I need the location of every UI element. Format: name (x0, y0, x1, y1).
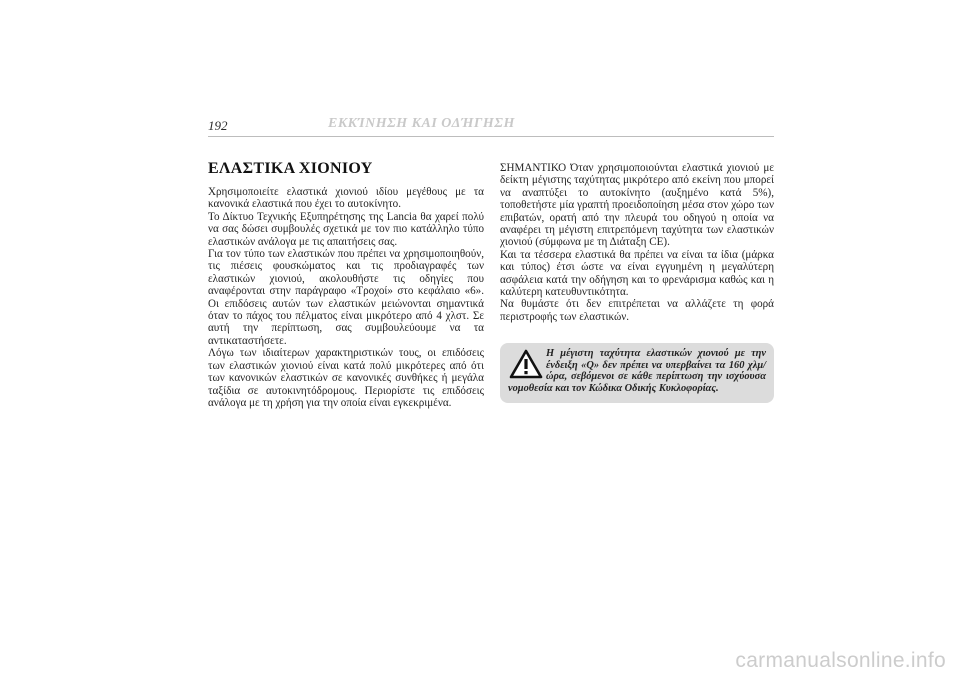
header-divider (208, 136, 774, 137)
section-title: ΕΛΑΣΤΙΚΑ ΧΙΟΝΙΟΥ (208, 160, 373, 177)
chapter-title: ΕΚΚΊΝΗΣΗ ΚΑΙ ΟΔΉΓΗΣΗ (328, 116, 515, 131)
paragraph: Για τον τύπο των ελαστικών που πρέπει να χρησιμοποιηθούν, τις πιέσεις φουσκώματος και τις προδιαγραφές των ελαστικών χιονιού, ακολουθήστε τις οδηγίες που αναφέρονται στην παράγραφο «Τροχοί» στο κεφάλαιο «6». Οι επιδόσεις αυτών των ελαστικών μειώνονται σημαντικά όταν το πάχος του πέλματος είναι μικρότερο από 4 χλστ. Σε αυτή την περίπτωση, σας συμβουλεύουμε να τα αντικαταστήσετε. (208, 248, 484, 347)
paragraph: Να θυμάστε ότι δεν επιτρέπεται να αλλάζετε τη φορά περιστροφής των ελαστικών. (500, 298, 774, 323)
paragraph: Το Δίκτυο Τεχνικής Εξυπηρέτησης της Lancia θα χαρεί πολύ να σας δώσει συμβουλές σχετικά με τον πιο κατάλληλο τύπο ελαστικών ανάλογα με τις απαιτήσεις σας. (208, 210, 484, 248)
warning-text: Η μέγιστη ταχύτητα ελαστικών χιονιού με την ένδειξη «Q» δεν πρέπει να υπερβαίνει τα 160 χλμ/ώρα, σεβόμενοι σε κάθε περίπτωση την ισχύουσα νομοθεσία και τον Κώδικα Οδικής Κυκλοφορίας. (508, 348, 766, 394)
watermark: carmanualsonline.info (735, 649, 946, 672)
paragraph: ΣΗΜΑΝΤΙΚΟ Όταν χρησιμοποιούνται ελαστικά χιονιού με δείκτη μέγιστης ταχύτητας μικρότερο από εκείνη που μπορεί να αναπτύξει το αυτοκίνητο (αυξημένο κατά 5%), τοποθετήστε μία γραπτή προειδοποίηση μέσα στον χώρο των επιβατών, ορατή από την πλευρά του οδηγού η οποία να αναφέρει τη μέγιστη επιτρεπόμενη ταχύτητα των ελαστικών χιονιού (σύμφωνα με τη Διάταξη CE). (500, 162, 774, 249)
right-column (500, 162, 774, 323)
page-number: 192 (208, 118, 228, 133)
left-column (208, 160, 484, 409)
warning-text-block (508, 348, 766, 394)
paragraph: Λόγω των ιδιαίτερων χαρακτηριστικών τους, οι επιδόσεις των ελαστικών χιονιού είναι κατά πολύ μικρότερες από ότι των κανονικών ελαστικών σε κανονικές συνθήκες ή μεγάλα ταξίδια σε αυτοκινητόδρομους. Περιορίστε τις επιδόσεις ανάλογα με τη χρήση για την οποία είναι εγκεκριμένα. (208, 347, 484, 409)
paragraph: Χρησιμοποιείτε ελαστικά χιονιού ιδίου μεγέθους με τα κανονικά ελαστικά που έχει το αυτοκίνητο. (208, 186, 484, 211)
page-header (208, 116, 774, 138)
paragraph: Και τα τέσσερα ελαστικά θα πρέπει να είναι τα ίδια (μάρκα και τύπος) έτσι ώστε να είναι εγγυημένη η μεγαλύτερη ασφάλεια κατά την οδήγηση και το φρενάρισμα καθώς και η καλύτερη κατευθυντικότητα. (500, 248, 774, 299)
warning-box (500, 343, 774, 403)
